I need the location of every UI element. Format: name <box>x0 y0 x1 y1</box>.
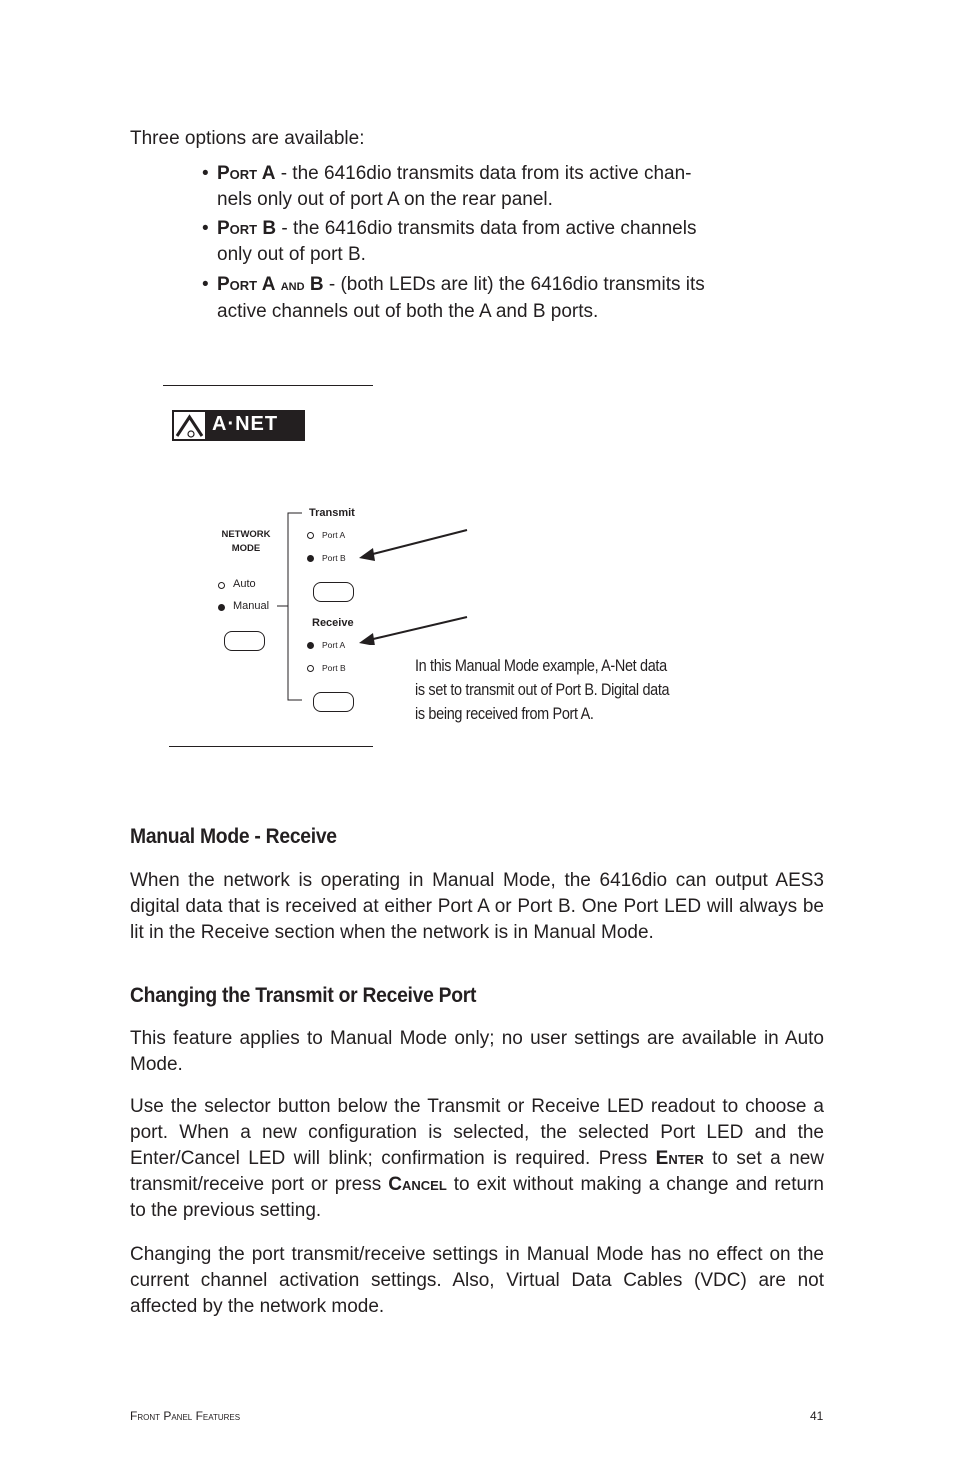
paragraph-text: to exit without making a change and return to the previous setting. <box>130 1174 824 1221</box>
bullet-dot: • <box>202 163 209 184</box>
anet-logo <box>172 410 305 441</box>
led-receive-port-a <box>307 642 314 649</box>
manual-label: Manual <box>233 600 270 612</box>
receive-port-b-label: Port B <box>322 663 346 673</box>
receive-selector-button[interactable] <box>313 692 354 712</box>
cancel-key-term: Cancel <box>388 1174 447 1195</box>
bullet-term: Port A <box>217 274 276 295</box>
paragraph-text: Use the selector button below the Transmit or Receive LED readout to choose a port. When a new configuration is selected, the selected Port LED and the Enter/Cancel LED will blink; confirmation is required. Press <box>130 1096 824 1169</box>
section-heading-manual-mode-receive: Manual Mode - Receive <box>130 825 337 848</box>
receive-port-a-label: Port A <box>322 640 346 650</box>
bullet-port-b <box>202 216 757 268</box>
anet-logo-icon-box <box>174 412 205 439</box>
transmit-selector-button[interactable] <box>313 582 354 602</box>
bullet-term: Port B <box>217 218 277 239</box>
led-receive-port-b <box>307 665 314 672</box>
bullet-port-a <box>202 161 757 213</box>
bullet-term-b: B <box>309 274 324 295</box>
divider-top <box>163 385 373 386</box>
led-manual <box>218 604 225 611</box>
led-auto <box>218 582 225 589</box>
section-heading-changing-port: Changing the Transmit or Receive Port <box>130 984 477 1007</box>
bullet-text: - (both LEDs are lit) the 6416dio transmits its <box>323 274 705 295</box>
transmit-port-b-label: Port B <box>322 553 346 563</box>
network-mode-label <box>216 528 276 556</box>
footer-section-title: Front Panel Features <box>130 1409 241 1423</box>
intro-text: Three options are available: <box>130 128 365 149</box>
receive-label: Receive <box>312 617 354 629</box>
transmit-port-a-label: Port A <box>322 530 346 540</box>
bullet-dot: • <box>202 218 209 239</box>
house-icon <box>174 412 205 439</box>
led-transmit-port-a <box>307 532 314 539</box>
bullet-term-and: and <box>280 277 305 294</box>
page-number: 41 <box>810 1409 824 1423</box>
transmit-label: Transmit <box>309 507 355 519</box>
bullet-dot: • <box>202 274 209 295</box>
caption-line: is set to transmit out of Port B. Digital data <box>415 680 670 699</box>
bullet-term: Port A <box>217 163 276 184</box>
enter-key-term: Enter <box>655 1148 704 1169</box>
bullet-text-cont: nels only out of port A on the rear panel. <box>217 189 553 210</box>
paragraph-selector-button <box>130 1094 824 1224</box>
caption-line: is being received from Port A. <box>415 704 594 723</box>
network-mode-selector-button[interactable] <box>224 631 265 651</box>
paragraph-no-effect: Changing the port transmit/receive settings in Manual Mode has no effect on the current channel activation settings. Also, Virtual Data Cables (VDC) are not affected by the network mode. <box>130 1244 824 1317</box>
divider-bottom <box>169 746 373 747</box>
bullet-text-cont: only out of port B. <box>217 244 366 265</box>
paragraph-manual-mode-receive: When the network is operating in Manual Mode, the 6416dio can output AES3 digital data that is received at either Port A or Port B. One Port LED will always be lit in the Receive section when the network is in Manual Mode. <box>130 870 824 943</box>
caption-line: In this Manual Mode example, A-Net data <box>415 656 667 675</box>
bullet-text: - the 6416dio transmits data from active channels <box>276 218 697 239</box>
auto-label: Auto <box>233 578 256 590</box>
figure-caption <box>415 654 704 726</box>
arrow-icon <box>355 525 475 645</box>
paragraph-feature-applies: This feature applies to Manual Mode only; no user settings are available in Auto Mode. <box>130 1028 824 1075</box>
network-mode-label-line1: NETWORK <box>221 529 271 540</box>
led-transmit-port-b <box>307 555 314 562</box>
bullet-port-a-and-b <box>202 272 757 325</box>
anet-logo-text: A·NET <box>212 413 279 435</box>
panel-bracket <box>276 508 306 708</box>
paragraph-text: to set a new transmit/receive port or press <box>130 1148 825 1195</box>
bullet-text: - the 6416dio transmits data from its active chan- <box>275 163 692 184</box>
network-mode-label-line2: MODE <box>231 543 261 554</box>
bullet-text-cont: active channels out of both the A and B ports. <box>217 301 599 322</box>
